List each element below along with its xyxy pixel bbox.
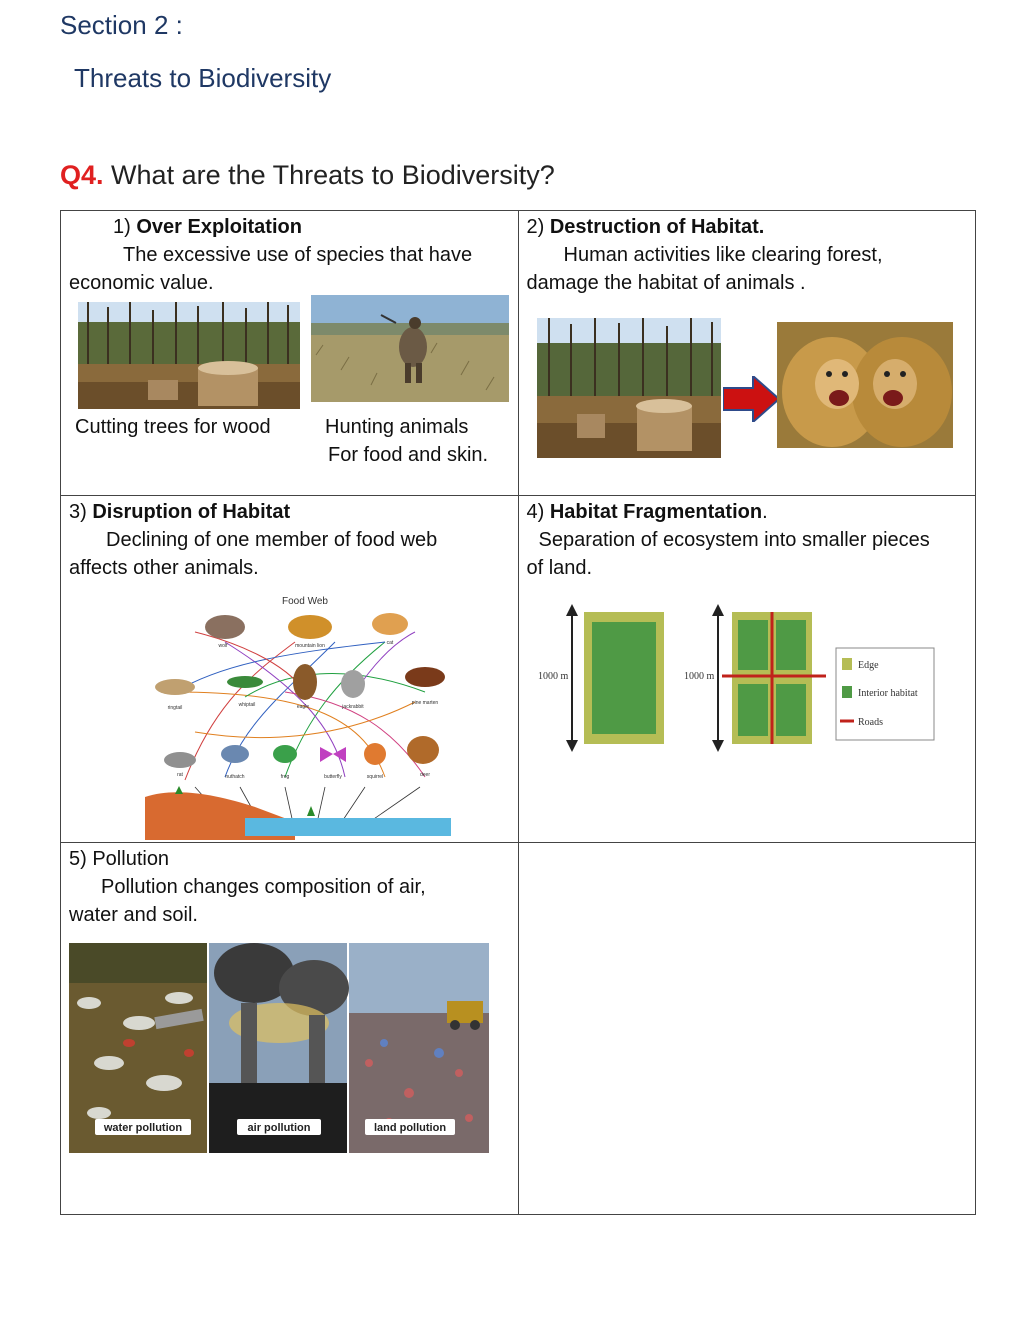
food-web-title: Food Web bbox=[282, 596, 328, 607]
cell-description-cont: economic value. bbox=[69, 272, 214, 294]
food-web-label: pine marten bbox=[411, 700, 439, 706]
food-web-label: squirrel bbox=[366, 774, 384, 780]
cell-description-cont: of land. bbox=[526, 557, 593, 579]
cell-description: Pollution changes composition of air, bbox=[101, 876, 426, 898]
tree-stumps-photo bbox=[78, 302, 300, 409]
cell-description: Separation of ecosystem into smaller pieces bbox=[538, 529, 930, 551]
food-web-label: cat bbox=[386, 640, 394, 646]
arrow-right-icon bbox=[723, 376, 779, 422]
cell-number: 2) bbox=[526, 216, 550, 238]
cell-title-period: . bbox=[762, 501, 768, 523]
cell-number: 4) bbox=[526, 501, 550, 523]
hunter-photo bbox=[311, 295, 509, 402]
cell-disruption-of-habitat bbox=[61, 496, 519, 843]
cleared-forest-photo bbox=[537, 318, 721, 458]
cell-description-cont: water and soil. bbox=[69, 904, 198, 926]
food-web-label: whiptail bbox=[238, 702, 256, 708]
cell-number: 1) bbox=[113, 216, 137, 238]
cell-habitat-fragmentation bbox=[518, 496, 976, 843]
cell-over-exploitation bbox=[61, 211, 519, 496]
food-web-label: ringtail bbox=[167, 705, 183, 711]
food-web-label: rat bbox=[177, 772, 183, 778]
cell-title: Over Exploitation bbox=[136, 216, 302, 238]
food-web-label: frog bbox=[280, 774, 290, 780]
caption-cutting-trees: Cutting trees for wood bbox=[75, 416, 271, 438]
legend-roads: Roads bbox=[857, 717, 883, 728]
section-title: Section 2 : bbox=[60, 10, 183, 40]
label-air-pollution: air pollution bbox=[247, 1122, 311, 1134]
legend-interior-habitat: Interior habitat bbox=[857, 688, 918, 699]
baboons-photo bbox=[777, 322, 953, 448]
cell-title: 5) Pollution bbox=[69, 848, 170, 870]
food-web-label: wolf bbox=[218, 643, 228, 649]
caption-hunting: Hunting animals bbox=[325, 416, 469, 438]
fragmentation-diagram bbox=[536, 602, 956, 756]
cell-description-cont: damage the habitat of animals . bbox=[526, 272, 806, 294]
food-web-label: butterfly bbox=[324, 774, 342, 780]
caption-food-skin: For food and skin. bbox=[328, 444, 489, 466]
cell-pollution bbox=[61, 843, 519, 1215]
dimension-label-right: 1000 m bbox=[683, 671, 714, 682]
food-web-label: eagle bbox=[296, 704, 310, 710]
dimension-label-left: 1000 m bbox=[537, 671, 568, 682]
question-heading bbox=[60, 160, 555, 191]
cell-title: Destruction of Habitat. bbox=[549, 216, 765, 238]
cell-title: Habitat Fragmentation bbox=[549, 501, 763, 523]
cell-title: Disruption of Habitat bbox=[92, 501, 291, 523]
threats-table bbox=[60, 210, 976, 1215]
food-web-label: mountain lion bbox=[295, 643, 325, 649]
food-web-label: nuthatch bbox=[225, 774, 245, 780]
cell-description: Declining of one member of food web bbox=[106, 529, 438, 551]
cell-description: Human activities like clearing forest, bbox=[563, 244, 883, 266]
food-web-diagram bbox=[135, 582, 461, 840]
cell-destruction-of-habitat bbox=[518, 211, 976, 496]
cell-number: 3) bbox=[69, 501, 93, 523]
cell-description: The excessive use of species that have bbox=[123, 244, 473, 266]
cell-description-cont: affects other animals. bbox=[69, 557, 259, 579]
section-subtitle: Threats to Biodiversity bbox=[74, 63, 332, 93]
label-land-pollution: land pollution bbox=[373, 1122, 447, 1134]
cell-empty bbox=[518, 843, 976, 1215]
question-number: Q4. bbox=[60, 160, 104, 190]
question-text: What are the Threats to Biodiversity? bbox=[111, 160, 555, 190]
label-water-pollution: water pollution bbox=[103, 1122, 183, 1134]
pollution-photos bbox=[69, 943, 489, 1153]
food-web-label: deer bbox=[419, 772, 431, 778]
food-web-label: jackrabbit bbox=[342, 704, 364, 710]
legend-edge: Edge bbox=[857, 660, 879, 671]
